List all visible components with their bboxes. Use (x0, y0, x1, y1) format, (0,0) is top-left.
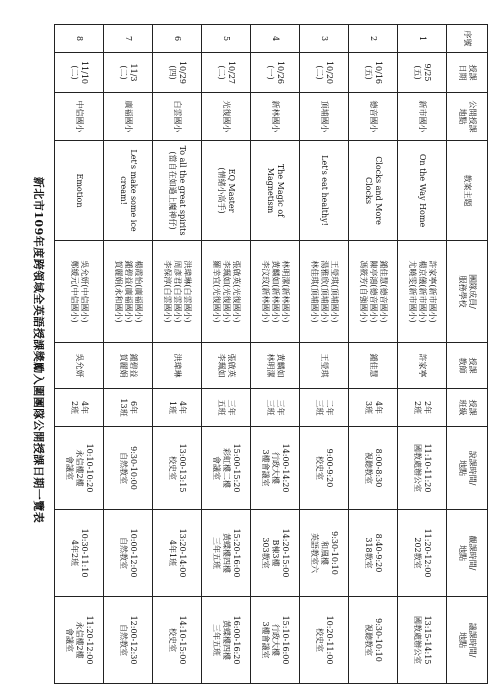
cell-text: 7 (124, 35, 133, 42)
cell-text: 李保淳(白雲國小) (163, 260, 172, 323)
cell-class (349, 389, 398, 427)
cell-brief (55, 427, 104, 510)
cell-text: 9:30-10:10 (374, 618, 383, 662)
cell-debrief (398, 597, 447, 684)
cell-venue (153, 93, 202, 141)
header-text: 教師 (458, 357, 467, 374)
cell-text: 6 (173, 35, 182, 42)
cell-text: 12:00-12:30 (129, 615, 138, 665)
cell-text: 11:20-12:00 (423, 528, 432, 578)
cell-text: 林明潔 (266, 353, 275, 378)
header-row (447, 25, 488, 684)
cell-observe (153, 510, 202, 597)
cell-teacher (55, 343, 104, 389)
cell-text: 馮筱芳(自強國小) (359, 260, 368, 323)
cell-text: 三年 (227, 399, 236, 416)
cell-text: 9:00-9:20 (325, 448, 334, 488)
cell-venue (398, 93, 447, 141)
cell-brief (300, 427, 349, 510)
cell-text: (一) (266, 65, 275, 80)
header-text: 說課時間/ (468, 450, 477, 486)
header-class (447, 389, 488, 427)
cell-topic (55, 141, 104, 241)
table-row (300, 25, 349, 684)
cell-text: 會議室 (65, 456, 74, 480)
cell-text: (二) (70, 65, 79, 80)
cell-text: 廣福國小 (124, 100, 133, 133)
cell-text: 8:00-8:30 (374, 448, 383, 488)
cell-text: 3樓會議室 (261, 449, 270, 487)
cell-class (104, 389, 153, 427)
cell-text: 鍾佳慧(德音國小) (379, 260, 388, 323)
header-text: 授課 (468, 399, 477, 416)
cell-text: 尤曉雯(新市國小) (408, 260, 417, 323)
cell-text: (四) (168, 65, 177, 80)
cell-text: 李珮如 (217, 353, 226, 378)
cell-teacher (349, 343, 398, 389)
cell-text: 李珮如(光復國小) (222, 260, 231, 323)
cell-date (55, 53, 104, 93)
cell-brief (349, 427, 398, 510)
cell-text: 9:30-10:10 (330, 531, 339, 575)
cell-topic (251, 141, 300, 241)
table-row (202, 25, 251, 684)
cell-text: 視聽教室 (364, 452, 373, 484)
cell-text: 會議室 (65, 628, 74, 652)
cell-text: 11:20-12:00 (85, 615, 94, 665)
header-date (447, 53, 488, 93)
cell-observe (300, 510, 349, 597)
cell-text: 10/26 (276, 60, 285, 85)
header-text: 序號 (463, 30, 472, 47)
cell-text: 8:40-9:20 (374, 533, 383, 573)
cell-date (202, 53, 251, 93)
cell-debrief (300, 597, 349, 684)
cell-text: 王瑩琪(頂埔國小) (330, 260, 339, 323)
cell-teacher (300, 343, 349, 389)
cell-text: (五) (364, 65, 373, 80)
cell-text: 行政大樓 (271, 624, 280, 656)
table-row (398, 25, 447, 684)
cell-venue (251, 93, 300, 141)
table-row (251, 25, 300, 684)
cell-topic (349, 141, 398, 241)
cell-text: 光復國小 (222, 100, 231, 133)
cell-text: 楊京儀(新市國小) (418, 260, 427, 323)
cell-class (202, 389, 251, 427)
cell-text: (當自在如過上魔神仔) (168, 151, 177, 230)
cell-text: 黃蝶樓四樓 (222, 620, 231, 660)
cell-observe (202, 510, 251, 597)
cell-no (55, 25, 104, 53)
cell-text: 4年 (374, 400, 383, 415)
header-text: 團隊成員/ (468, 274, 477, 309)
cell-text: 和風樓 (320, 541, 329, 565)
cell-text: 318教室 (364, 537, 373, 569)
cell-text: 林佳琪(頂埔國小) (310, 260, 319, 323)
cell-text: (二) (217, 65, 226, 80)
cell-text: 三年五班 (212, 624, 221, 656)
cell-no (300, 25, 349, 53)
cell-text: 英語教室六 (310, 533, 319, 573)
cell-class (398, 389, 447, 427)
cell-brief (251, 427, 300, 510)
cell-text: 校史室 (168, 456, 177, 480)
cell-text: (二) (119, 65, 128, 80)
cell-observe (349, 510, 398, 597)
cell-text: 二年 (325, 399, 334, 416)
cell-text: 許家寧(新市國小) (428, 260, 437, 323)
header-text: 公開授課 (468, 100, 477, 133)
cell-teacher (153, 343, 202, 389)
cell-date (153, 53, 202, 93)
cell-text: 賀麗娟(永和國小) (114, 260, 123, 323)
cell-topic (202, 141, 251, 241)
cell-topic (398, 141, 447, 241)
cell-text: 1班 (168, 400, 177, 415)
header-text: 議課時間/ (468, 622, 477, 658)
cell-text: 黃麟如 (276, 353, 285, 378)
cell-teacher (251, 343, 300, 389)
cell-text: 白雲國小 (173, 100, 182, 133)
header-text: 服務學校 (458, 275, 467, 308)
header-observe (447, 510, 488, 597)
cell-text: 14:00-14:20 (281, 443, 290, 493)
cell-text: 張啟英 (227, 353, 236, 378)
cell-teacher (398, 343, 447, 389)
cell-date (300, 53, 349, 93)
cell-text: 許家寧 (418, 353, 427, 378)
cell-text: 國教處辦公室 (413, 616, 422, 664)
cell-text: 10/16 (374, 60, 383, 85)
cell-no (349, 25, 398, 53)
cell-debrief (202, 597, 251, 684)
cell-text: 9/25 (423, 63, 432, 82)
cell-text: 三年 (276, 399, 285, 416)
table-row (104, 25, 153, 684)
cell-text: 3班 (364, 400, 373, 415)
header-text: 日期 (458, 64, 467, 81)
cell-text: 鍾佳慧 (369, 353, 378, 378)
cell-text: 10/29 (178, 60, 187, 85)
cell-text: 11/3 (129, 63, 138, 82)
cell-date (349, 53, 398, 93)
cell-text: 2 (369, 35, 378, 42)
cell-team (55, 241, 104, 343)
cell-text: 永信樓2樓 (75, 621, 84, 659)
table-row (55, 25, 104, 684)
cell-date (104, 53, 153, 93)
cell-text: 頂埔國小 (320, 100, 329, 133)
header-no (447, 25, 488, 53)
cell-team (251, 241, 300, 343)
cell-no (251, 25, 300, 53)
cell-text: 視聽教室 (364, 624, 373, 656)
cell-debrief (104, 597, 153, 684)
cell-text: 張啟英(光復國小) (232, 260, 241, 323)
cell-text: B棟3樓 (271, 539, 280, 567)
cell-text: 13:15-14:15 (423, 615, 432, 665)
cell-text: 13班 (119, 398, 128, 417)
cell-text: 10:30-11:10 (80, 528, 89, 578)
cell-text: 4年 (178, 400, 187, 415)
cell-text: 黃麟如(新林國小) (271, 260, 280, 323)
cell-text: 14:20-15:00 (281, 528, 290, 578)
header-venue (447, 93, 488, 141)
header-text: 教案主題 (463, 174, 472, 207)
cell-text: 16:00-16:20 (232, 615, 241, 665)
cell-teacher (202, 343, 251, 389)
cell-text: 13:00-13:15 (178, 443, 187, 493)
cell-text: (情緒小高手) (217, 167, 226, 214)
cell-venue (349, 93, 398, 141)
cell-text: 五班 (217, 399, 226, 416)
cell-text: On the Way Home (418, 153, 427, 228)
header-text: 觀課時間/ (468, 535, 477, 571)
cell-topic (153, 141, 202, 241)
cell-text: 202教室 (413, 537, 422, 569)
cell-text: 賀麗娟 (119, 353, 128, 378)
cell-brief (153, 427, 202, 510)
cell-class (251, 389, 300, 427)
cell-text: 3樓會議室 (261, 621, 270, 659)
cell-text: 303教室 (261, 537, 270, 569)
cell-text: 鍾碧益 (129, 353, 138, 378)
cell-text: 洪瑋琳 (173, 353, 182, 378)
cell-text: 8 (75, 35, 84, 42)
cell-text: (二) (315, 65, 324, 80)
cell-text: Clocks and More Clocks (364, 156, 383, 225)
cell-text: 4 (271, 35, 280, 42)
cell-text: 黃蝶樓四樓 (222, 533, 231, 573)
cell-text: 2班 (70, 400, 79, 415)
schedule-table (54, 24, 488, 684)
cell-observe (55, 510, 104, 597)
cell-text: 李汶玟(新林國小) (261, 260, 270, 323)
cell-team (300, 241, 349, 343)
cell-text: 湯雅欣(頂埔國小) (320, 260, 329, 323)
cell-class (300, 389, 349, 427)
header-text: 地點 (458, 108, 467, 125)
cell-text: To all the great spirits (178, 145, 187, 236)
header-text: 授課 (468, 357, 477, 374)
cell-text: 校史室 (315, 456, 324, 480)
cell-no (202, 25, 251, 53)
cell-text: 校史室 (315, 628, 324, 652)
cell-text: 自然教室 (119, 624, 128, 656)
cell-topic (300, 141, 349, 241)
cell-text: 三班 (266, 399, 275, 416)
cell-text: cream! (119, 176, 128, 205)
header-text: 班級 (458, 399, 467, 416)
cell-text: 中信國小 (75, 100, 84, 133)
cell-text: 1 (418, 35, 427, 42)
cell-text: 吳允妍 (75, 353, 84, 378)
cell-debrief (55, 597, 104, 684)
cell-text: 11:10-11:20 (423, 443, 432, 493)
cell-topic (104, 141, 153, 241)
cell-text: 自然教室 (119, 452, 128, 484)
cell-text: 4年 (80, 400, 89, 415)
cell-text: 三班 (315, 399, 324, 416)
cell-text: 9:30-10:00 (129, 446, 138, 490)
cell-text: 王瑩琪 (320, 353, 329, 378)
header-debrief (447, 597, 488, 684)
cell-text: 洪瑋琳(白雲國小) (183, 260, 192, 323)
cell-venue (55, 93, 104, 141)
cell-teacher (104, 343, 153, 389)
cell-text: 4年2班 (70, 539, 79, 567)
cell-text: 三年五班 (212, 537, 221, 569)
header-text: 地點 (458, 460, 467, 476)
cell-text: 永信樓2樓 (75, 449, 84, 487)
cell-venue (104, 93, 153, 141)
cell-text: 德音國小 (369, 100, 378, 133)
cell-text: 彩虹樓二樓 (222, 448, 231, 488)
cell-text: 新市國小 (418, 100, 427, 133)
header-team (447, 241, 488, 343)
header-text: 授課 (468, 64, 477, 81)
header-text: 地點 (458, 632, 467, 648)
header-teacher (447, 343, 488, 389)
cell-text: 會議室 (212, 456, 221, 480)
cell-venue (202, 93, 251, 141)
cell-text: 3 (320, 35, 329, 42)
cell-no (398, 25, 447, 53)
cell-text: 自然教室 (119, 537, 128, 569)
cell-text: 校史室 (168, 628, 177, 652)
cell-observe (104, 510, 153, 597)
cell-text: 14:10-15:00 (178, 615, 187, 665)
cell-team (398, 241, 447, 343)
cell-text: 國教處辦公室 (413, 444, 422, 492)
cell-brief (104, 427, 153, 510)
cell-date (251, 53, 300, 93)
cell-text: Let's make some ice (129, 149, 138, 232)
cell-text: (五) (413, 65, 422, 80)
cell-text: 10/20 (325, 60, 334, 85)
cell-text: The Magic of Magnetism (266, 163, 285, 218)
cell-class (55, 389, 104, 427)
cell-venue (300, 93, 349, 141)
cell-observe (398, 510, 447, 597)
cell-text: 鄭緩元(中信國小) (70, 260, 79, 323)
cell-text: EQ Master (227, 168, 236, 213)
cell-no (153, 25, 202, 53)
table-row (153, 25, 202, 684)
cell-text: 林明潔(新林國小) (281, 260, 290, 323)
cell-text: 新林國小 (271, 100, 280, 133)
cell-class (153, 389, 202, 427)
cell-text: 4年1班 (168, 539, 177, 567)
cell-date (398, 53, 447, 93)
cell-brief (398, 427, 447, 510)
cell-observe (251, 510, 300, 597)
header-topic (447, 141, 488, 241)
cell-text: 15:20-16:00 (232, 528, 241, 578)
header-text: 地點 (458, 545, 467, 561)
table-row (349, 25, 398, 684)
cell-brief (202, 427, 251, 510)
cell-text: 15:00-15:20 (232, 443, 241, 493)
cell-text: 11/10 (80, 60, 89, 85)
cell-text: 10/27 (227, 60, 236, 85)
cell-text: Let's eat healthy! (320, 155, 329, 226)
document-title: 新北市109年度跨領域全英語授課獎勵入圍團隊公開授課日期一覽表 (32, 176, 45, 524)
cell-text: Emotion (75, 173, 84, 208)
header-brief (447, 427, 488, 510)
cell-text: 楊霞怡(廣福國小) (134, 260, 143, 323)
cell-text: 2年 (423, 400, 432, 415)
cell-text: 15:10-16:00 (281, 615, 290, 665)
cell-no (104, 25, 153, 53)
cell-team (202, 241, 251, 343)
cell-text: 6年 (129, 400, 138, 415)
cell-text: 陳亭鴻(德音國小) (369, 260, 378, 323)
cell-debrief (349, 597, 398, 684)
cell-text: 13:20-14:00 (178, 528, 187, 578)
cell-text: 10:10-10:20 (85, 443, 94, 493)
cell-text: 吳允妍(中信國小) (80, 260, 89, 323)
cell-text: 10:00-12:00 (129, 528, 138, 578)
cell-text: 行政大樓 (271, 452, 280, 484)
cell-debrief (251, 597, 300, 684)
cell-text: 2班 (413, 400, 422, 415)
cell-team (104, 241, 153, 343)
cell-team (153, 241, 202, 343)
cell-text: 鍾碧益(廣福國小) (124, 260, 133, 323)
cell-text: 5 (222, 35, 231, 42)
cell-text: 周彥君(白雲國小) (173, 260, 182, 323)
cell-debrief (153, 597, 202, 684)
cell-text: 10:20-11:00 (325, 615, 334, 665)
cell-text: 羅幸宜(光復國小) (212, 260, 221, 323)
cell-team (349, 241, 398, 343)
